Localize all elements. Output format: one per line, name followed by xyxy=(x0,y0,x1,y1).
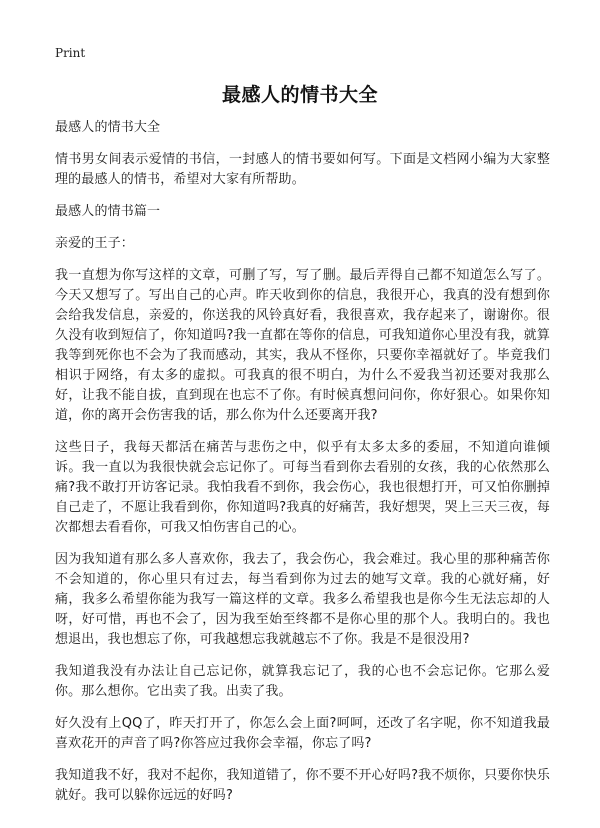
intro-paragraph: 情书男女间表示爱情的书信，一封感人的情书要如何写。下面是文档网小编为大家整理的最感人的情书，希望对大家有所帮助。 xyxy=(55,152,550,187)
article-body xyxy=(55,118,550,818)
print-link[interactable]: Print xyxy=(55,46,86,60)
letter-paragraph: 这些日子，我每天都活在痛苦与悲伤之中，似乎有太多太多的委屈，不知道向谁倾诉。我一直以为我很快就会忘记你了。可每当看到你去看别的女孩，我的心依然那么痛?我不敢打开访客记录。我怕我看不到你，我会伤心，我也很想打开，可又怕你删掉自己走了，不愿让我看到你，你知道吗?我真的好痛苦，我好想哭，哭上三天三夜，每次都想去看看你，可我又怕伤害自己的心。 xyxy=(55,440,550,535)
page-title: 最感人的情书大全 xyxy=(221,84,378,106)
letter-paragraph: 我知道我不好，我对不起你，我知道错了，你不要不开心好吗?我不烦你，只要你快乐就好。我可以躲你远远的好吗? xyxy=(55,768,550,803)
letter-paragraph: 我一直想为你写这样的文章，可删了写，写了删。最后弄得自己都不知道怎么写了。今天又想写了。写出自己的心声。昨天收到你的信息，我很开心，我真的没有想到你会给我发信息，亲爱的，你送我的风铃真好看，我很喜欢，我存起来了，谢谢你。很久没有收到短信了，你知道吗?我一直都在等你的信息，可我知道你心里没有我，就算我等到死你也不会为了我而感动，其实，我从不怪你，只要你幸福就好了。毕竟我们相识于网络，有太多的虚拟。可我真的很不明白，为什么不爱我当初还要对我那么好，让我不能自拔，直到现在也忘不了你。有时候真想问问你，你好狠心。如果你知道，你的离开会伤害我的话，那么你为什么还要离开我? xyxy=(55,268,550,423)
letter-paragraph: 因为我知道有那么多人喜欢你，我去了，我会伤心，我会难过。我心里的那种痛苦你不会知道的，你心里只有过去，每当看到你为过去的她写文章。我的心就好痛，好痛，我多么希望你能为我写一篇这样的文章。我多么希望我也是你今生无法忘却的人呀，好可惜，再也不会了，因为我至始至终都不是你心里的那个人。我明白的。我也想退出，我也想忘了你，可我越想忘我就越忘不了你。我是不是很没用? xyxy=(55,552,550,647)
chapter-heading: 最感人的情书篇一 xyxy=(55,204,161,219)
salutation: 亲爱的王子： xyxy=(55,236,134,251)
letter-paragraph: 好久没有上QQ了，昨天打开了，你怎么会上面?呵呵，还改了名字呢，你不知道我最喜欢花开的声音了吗?你答应过我你会幸福，你忘了吗? xyxy=(55,716,550,751)
section-heading: 最感人的情书大全 xyxy=(55,120,161,135)
letter-paragraph: 我知道我没有办法让自己忘记你，就算我忘记了，我的心也不会忘记你。它那么爱你。那么想你。它出卖了我。出卖了我。 xyxy=(55,664,550,699)
